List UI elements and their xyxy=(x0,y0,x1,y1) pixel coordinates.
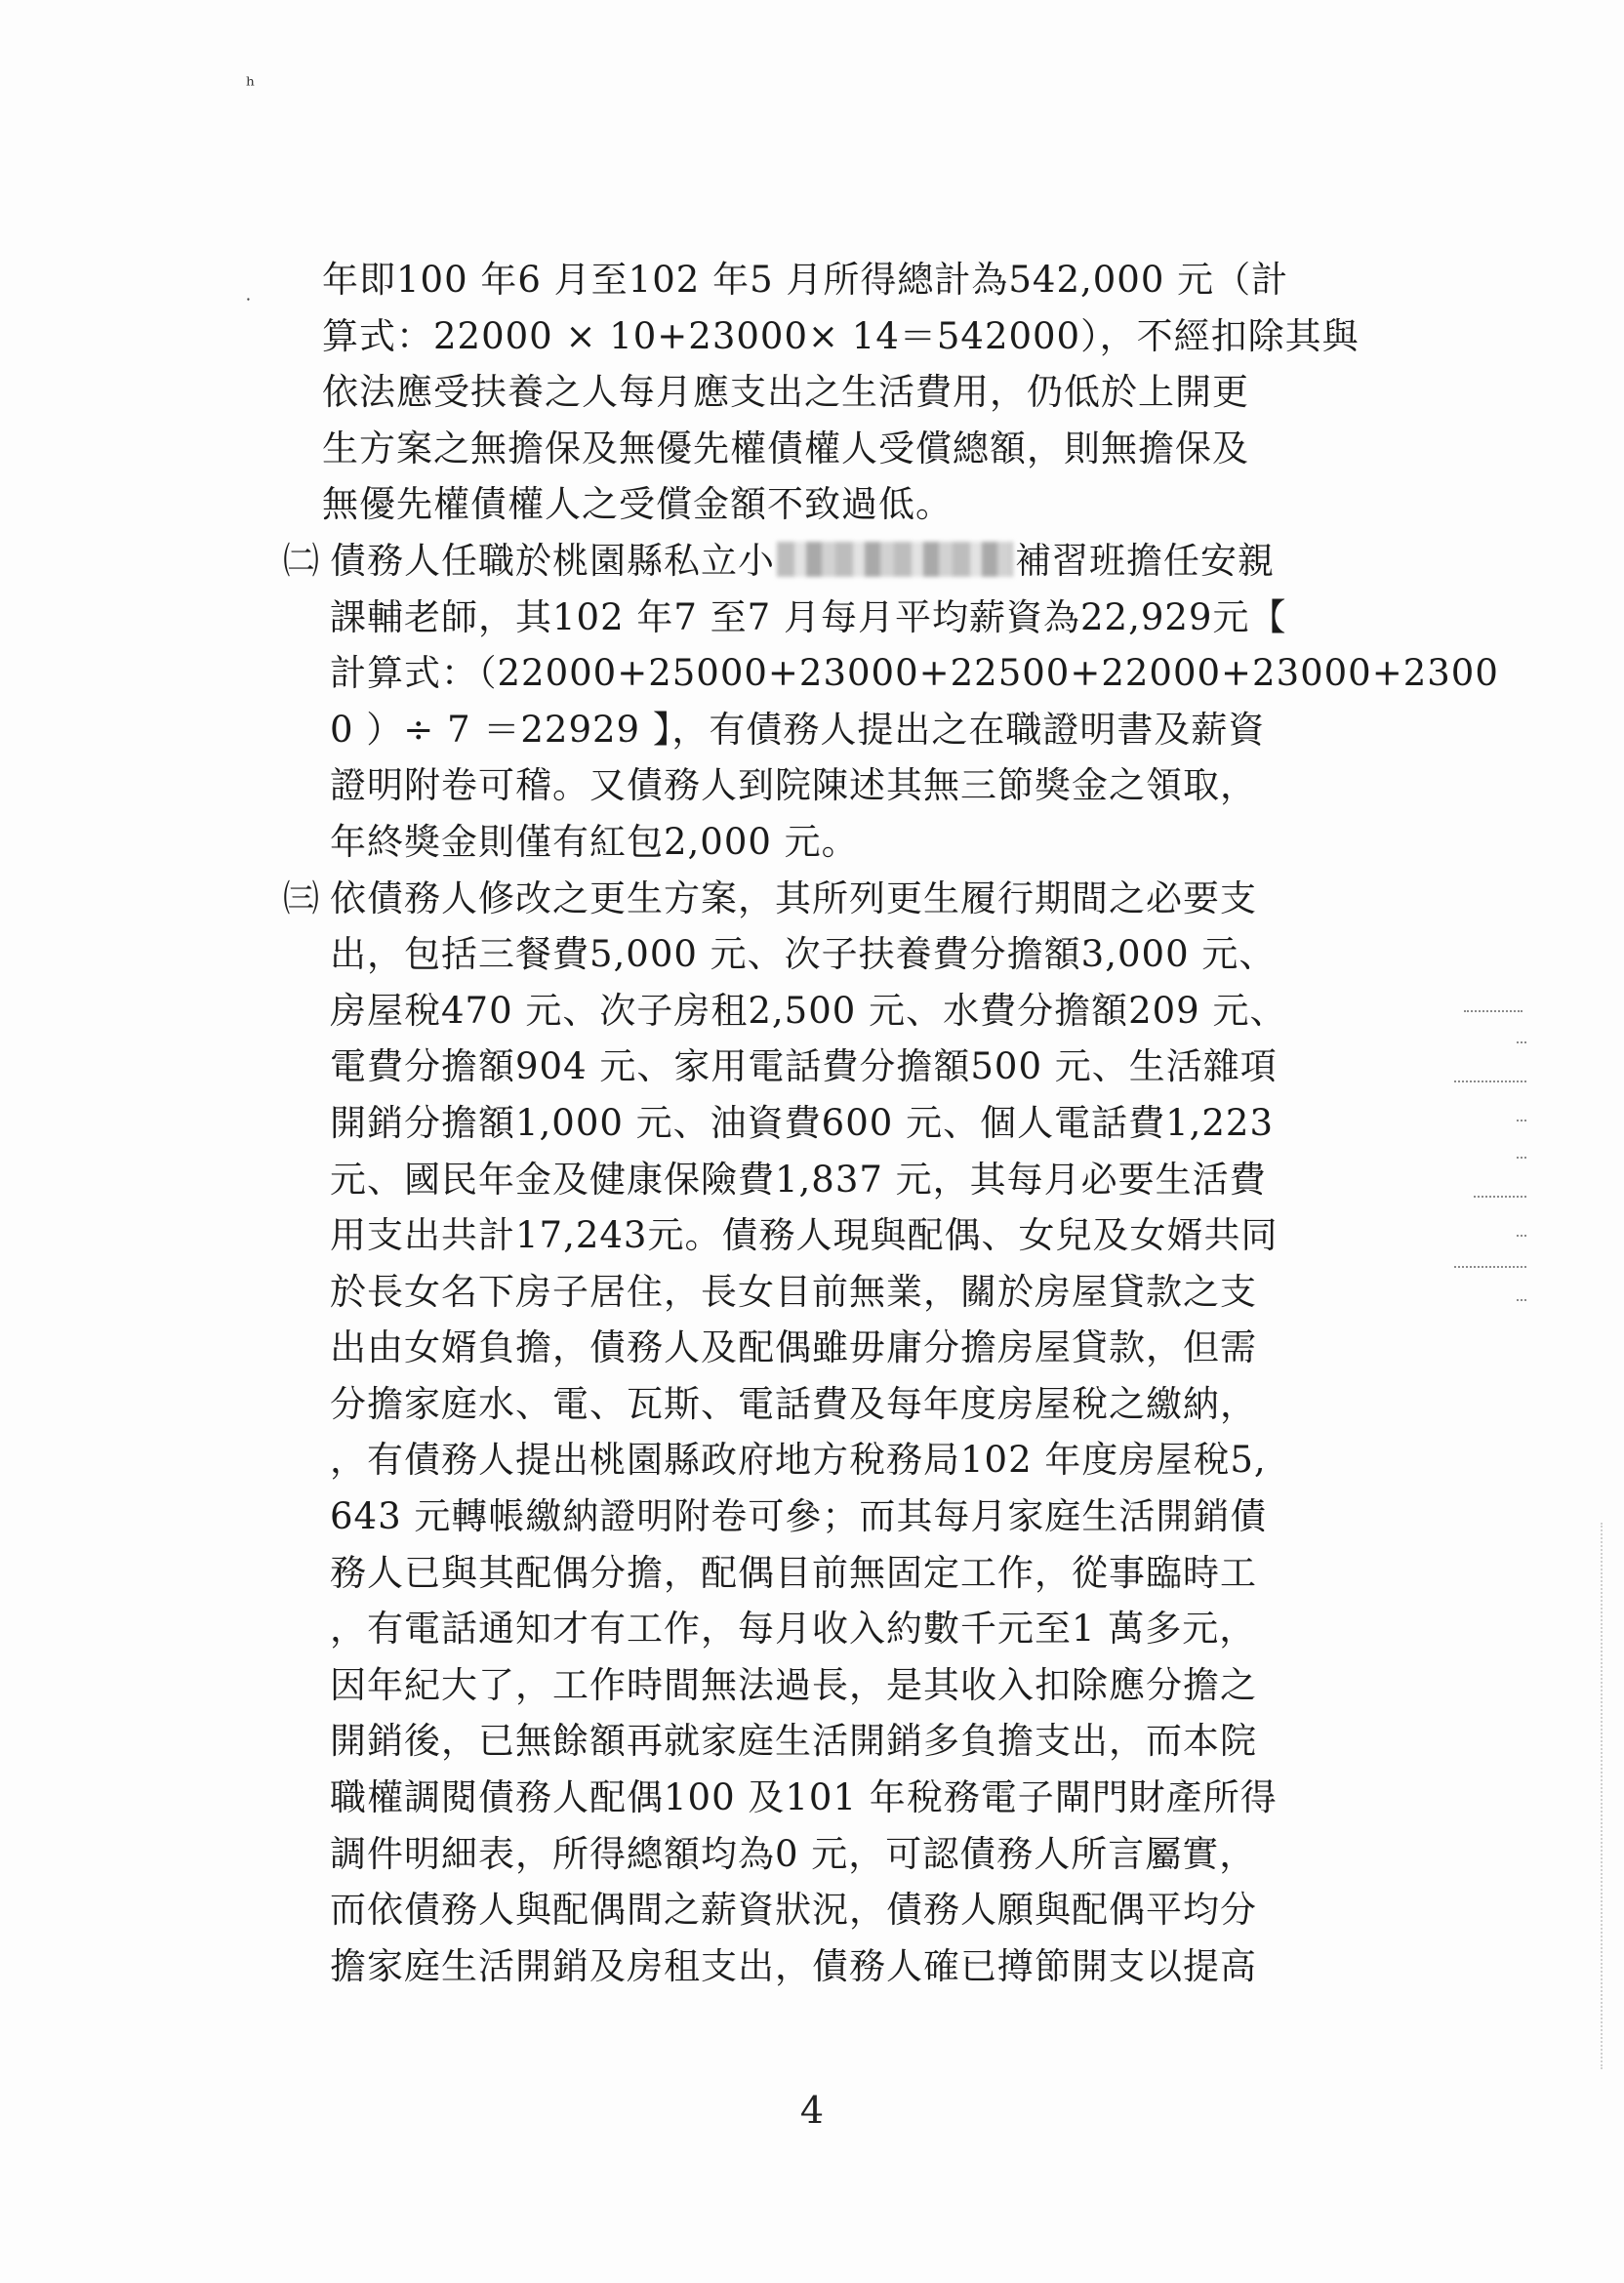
text-line: 職權調閱債務人配偶100 及101 年稅務電子閘門財產所得 xyxy=(330,1776,1278,1819)
scan-corner-mark: ʰ xyxy=(246,74,256,99)
section-3-first-line-text: 依債務人修改之更生方案，其所列更生履行期間之必要支 xyxy=(330,877,1257,919)
section-2-marker: ㈡ xyxy=(283,539,320,582)
text-line: 用支出共計17,243元。債務人現與配偶、女兒及女婿共同 xyxy=(330,1214,1279,1257)
section-2-text-after-redaction: 補習班擔任安親 xyxy=(1015,539,1275,582)
scan-dotted-marks xyxy=(1454,1010,1532,1303)
text-line: 而依債務人與配偶間之薪資狀況，債務人願與配偶平均分 xyxy=(330,1889,1257,1932)
scan-speck: ⸳ xyxy=(246,287,251,307)
text-line: 元、國民年金及健康保險費1,837 元，其每月必要生活費 xyxy=(330,1158,1267,1201)
text-line: 房屋稅470 元、次子房租2,500 元、水費分擔額209 元、 xyxy=(330,989,1287,1032)
section-2-first-line xyxy=(283,533,1396,590)
section-3-marker: ㈢ xyxy=(283,877,320,919)
page-number: 4 xyxy=(799,2089,825,2132)
text-line: 算式：22000 × 10+23000× 14＝542000），不經扣除其與 xyxy=(322,314,1360,357)
text-line: 擔家庭生活開銷及房租支出，債務人確已撙節開支以提高 xyxy=(330,1944,1257,1987)
text-line: 依法應受扶養之人每月應支出之生活費用，仍低於上開更 xyxy=(322,371,1249,414)
scan-edge-specks xyxy=(1601,1523,1612,2069)
text-line: 無優先權債權人之受償金額不致過低。 xyxy=(322,483,953,526)
text-line: 課輔老師，其102 年7 至7 月每月平均薪資為22,929元【 xyxy=(330,595,1287,638)
text-line: 643 元轉帳繳納證明附卷可參；而其每月家庭生活開銷債 xyxy=(330,1495,1268,1538)
redacted-name-blur xyxy=(777,542,1013,577)
text-line: ，有債務人提出桃園縣政府地方稅務局102 年度房屋稅5, xyxy=(330,1439,1267,1482)
text-line: 0 ）÷ 7 ＝22929 】，有債務人提出之在職證明書及薪資 xyxy=(330,708,1266,751)
document-body xyxy=(283,252,1499,1994)
text-line: 分擔家庭水、電、瓦斯、電話費及每年度房屋稅之繳納， xyxy=(330,1382,1257,1425)
section-3-first-line xyxy=(283,871,1396,927)
text-line: 於長女名下房子居住，長女目前無業，關於房屋貸款之支 xyxy=(330,1270,1257,1313)
text-line: 出，包括三餐費5,000 元、次子扶養費分擔額3,000 元、 xyxy=(330,933,1277,976)
text-line: 開銷分擔額1,000 元、油資費600 元、個人電話費1,223 xyxy=(330,1101,1274,1144)
text-line: 電費分擔額904 元、家用電話費分擔額500 元、生活雜項 xyxy=(330,1045,1278,1088)
text-line: 計算式：（22000+25000+23000+22500+22000+23000+2300 xyxy=(330,652,1499,695)
section-2-text-before-redaction: 債務人任職於桃園縣私立小 xyxy=(330,539,775,582)
text-line: 開銷後，已無餘額再就家庭生活開銷多負擔支出，而本院 xyxy=(330,1720,1257,1763)
text-line: 年終獎金則僅有紅包2,000 元。 xyxy=(330,820,859,863)
text-line: 因年紀大了，工作時間無法過長，是其收入扣除應分擔之 xyxy=(330,1663,1257,1706)
text-line: 生方案之無擔保及無優先權債權人受償總額，則無擔保及 xyxy=(322,427,1249,469)
text-line: 調件明細表，所得總額均為0 元，可認債務人所言屬實， xyxy=(330,1832,1257,1875)
text-line: 年即100 年6 月至102 年5 月所得總計為542,000 元（計 xyxy=(322,259,1289,301)
text-line: ，有電話通知才有工作，每月收入約數千元至1 萬多元， xyxy=(330,1608,1257,1651)
text-line: 出由女婿負擔，債務人及配偶雖毋庸分擔房屋貸款，但需 xyxy=(330,1326,1257,1369)
text-line: 證明附卷可稽。又債務人到院陳述其無三節獎金之領取， xyxy=(330,764,1257,807)
text-line: 務人已與其配偶分擔，配偶目前無固定工作，從事臨時工 xyxy=(330,1551,1257,1594)
